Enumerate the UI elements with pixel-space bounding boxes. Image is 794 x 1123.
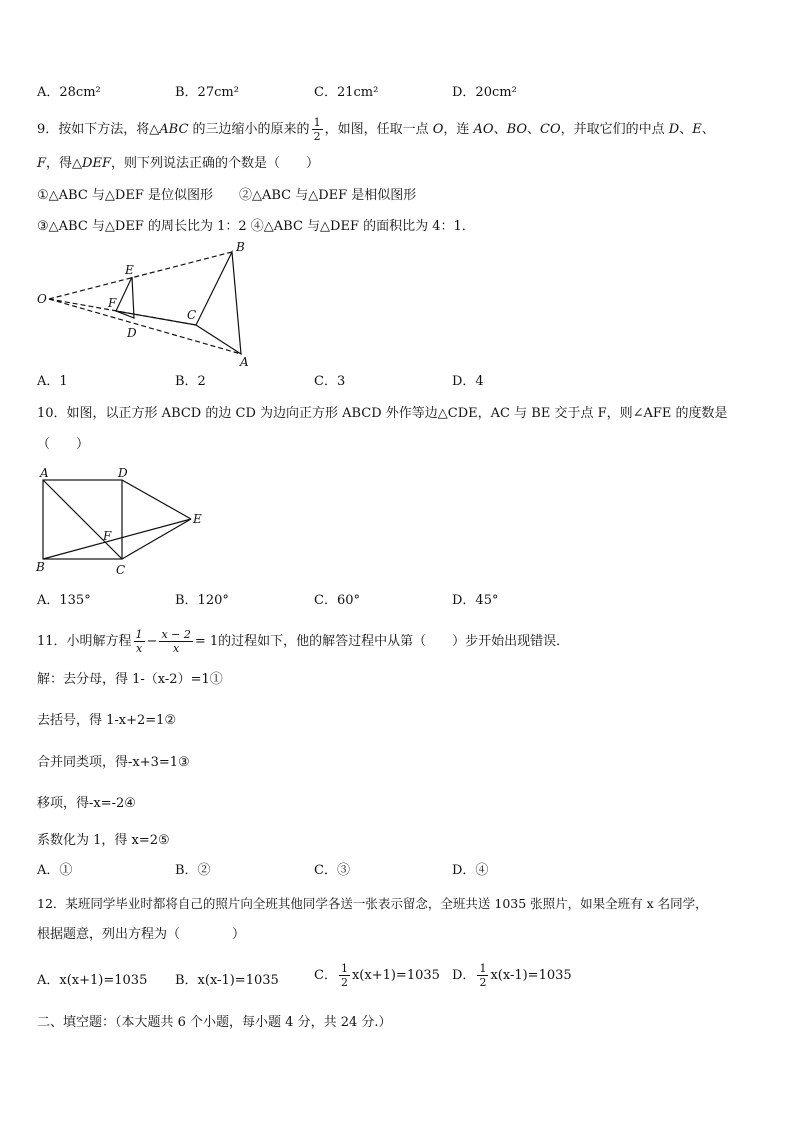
q10-label-b: B (36, 560, 45, 574)
q9-stem-sep: 、 (493, 122, 507, 137)
q9-fraction (312, 116, 323, 143)
q10-option-c: C．60° (314, 593, 360, 608)
q8-option-c: C．21cm² (314, 85, 379, 100)
q10-line-be (43, 519, 191, 559)
q9-option-c: C．3 (314, 374, 346, 389)
q9-stem-text: ，得△ (46, 156, 83, 171)
q9-statement-1: ①△ABC 与△DEF 是位似图形 ②△ABC 与△DEF 是相似图形 (37, 188, 417, 203)
q9-stem-text: ，并取它们的中点 (560, 122, 669, 137)
q11-step-1: 解：去分母，得 1-（x-2）=1① (37, 672, 223, 687)
q12-option-d-fraction (477, 962, 488, 989)
q9-option-a: A．1 (37, 374, 68, 389)
option-expression: x(x+1)=1035 (351, 968, 440, 983)
q11-option-b: B．② (175, 863, 211, 878)
q10-label-e: E (193, 512, 202, 526)
q11-stem-text: 11．小明解方程 (37, 634, 132, 649)
q8-option-d: D．20cm² (452, 85, 517, 100)
q9-stem (37, 116, 715, 143)
q9-option-d: D．4 (452, 374, 484, 389)
q9-stem-o: O (432, 122, 444, 137)
q9-line-ob (49, 252, 232, 299)
q11-option-a: A．① (37, 863, 73, 878)
q9-stem-sep: 、 (679, 122, 693, 137)
q11-fraction-1 (134, 628, 145, 655)
q9-label-o: O (37, 292, 47, 306)
q9-label-e: E (125, 263, 134, 277)
fraction-denominator: 2 (479, 976, 487, 989)
q9-stem-co: CO (540, 122, 561, 137)
fraction-denominator: 2 (313, 130, 321, 143)
section-heading-fill-in: 二、填空题：（本大题共 6 个小题，每小题 4 分，共 24 分.） (37, 1015, 392, 1030)
q11-step-3: 合并同类项，得-x+3=1③ (37, 755, 190, 770)
q9-label-d: D (127, 326, 137, 340)
q11-step-5: 系数化为 1，得 x=2⑤ (37, 833, 170, 848)
q12-option-d (452, 962, 572, 989)
q11-stem (37, 628, 569, 655)
option-expression: x(x-1)=1035 (490, 968, 572, 983)
fraction-numerator: 1 (479, 962, 487, 975)
q9-stem-ao: AO (473, 122, 494, 137)
q10-figure (34, 464, 210, 580)
fraction-numerator: 1 (135, 628, 143, 641)
q9-stem-text: 9．按如下方法，将△ (37, 122, 160, 137)
q10-line-de (122, 480, 191, 519)
q9-line-fc (116, 311, 196, 325)
q10-line-ac (43, 480, 122, 559)
q9-statement-2: ③△ABC 与△DEF 的周长比为 1：2 ④△ABC 与△DEF 的面积比为 4：1． (37, 219, 475, 234)
q10-stem-line1: 10．如图，以正方形 ABCD 的边 CD 为边向正方形 ABCD 外作等边△CDE，AC 与 BE 交于点 F，则∠AFE 的度数是 (37, 406, 728, 421)
q9-stem-line2 (37, 155, 319, 173)
option-prefix: C． (314, 968, 337, 983)
q11-fraction-2 (159, 628, 192, 655)
q10-label-f: F (103, 529, 112, 543)
q9-stem-d: D (668, 122, 680, 137)
q10-label-a: A (40, 466, 49, 480)
q9-stem-sep: 、 (701, 122, 715, 137)
q12-option-c-fraction (339, 962, 350, 989)
q9-stem-e: E (692, 122, 702, 137)
q9-stem-text: ，则下列说法正确的个数是（ ） (110, 156, 319, 171)
q9-stem-text: 的三边缩小的原来的 (188, 122, 310, 137)
fraction-denominator: x (173, 642, 180, 655)
q9-label-b: B (236, 240, 245, 254)
option-prefix: D． (452, 968, 476, 983)
q11-stem-text: 的过程如下，他的解答过程中从第（ ）步开始出现错误． (218, 634, 570, 649)
q10-option-b: B．120° (175, 593, 229, 608)
q9-stem-def: DEF (82, 156, 111, 171)
q11-step-2: 去括号，得 1-x+2=1② (37, 713, 177, 728)
fraction-denominator: 2 (340, 976, 348, 989)
q9-stem-abc: ABC (159, 122, 189, 137)
q9-label-a: A (240, 355, 249, 369)
q10-line-ce (122, 519, 191, 559)
q12-option-c (314, 962, 440, 989)
q11-step-4: 移项，得-x=-2④ (37, 796, 136, 811)
q9-stem-sep: 、 (527, 122, 541, 137)
q9-figure (30, 238, 260, 370)
q12-stem-line1: 12．某班同学毕业时都将自己的照片向全班其他同学各送一张表示留念，全班共送 1035 张照片，如果全班有 x 名同学， (37, 896, 708, 911)
q12-stem-line2: 根据题意，列出方程为（ ） (37, 927, 246, 942)
q8-option-b: B．27cm² (175, 85, 239, 100)
q9-stem-text: ，连 (443, 122, 474, 137)
fraction-numerator: x − 2 (161, 628, 191, 641)
q9-stem-bo: BO (506, 122, 528, 137)
q9-option-b: B．2 (175, 374, 206, 389)
q9-label-c: C (187, 308, 197, 322)
q9-stem-f: F (37, 156, 47, 171)
fraction-denominator: x (135, 642, 143, 655)
q9-line-oa (49, 299, 241, 354)
q9-label-f: F (108, 296, 117, 310)
fraction-numerator: 1 (340, 962, 348, 975)
q10-option-d: D．45° (452, 593, 499, 608)
q11-equals: = 1 (194, 634, 219, 649)
q11-minus-sign: − (146, 634, 158, 649)
q10-label-d: D (118, 466, 128, 480)
q9-stem-text: ，如图，任取一点 (324, 122, 433, 137)
q11-option-d: D．④ (452, 863, 489, 878)
q10-stem-line2: （ ） (37, 437, 90, 452)
q9-triangle-abc (196, 252, 241, 354)
q12-option-a: A．x(x+1)=1035 (37, 973, 148, 988)
q12-option-b: B．x(x-1)=1035 (175, 973, 279, 988)
q11-option-c: C．③ (314, 863, 350, 878)
fraction-numerator: 1 (313, 116, 321, 129)
q8-option-a: A．28cm² (37, 85, 101, 100)
q10-option-a: A．135° (37, 593, 91, 608)
q10-label-c: C (116, 563, 126, 577)
